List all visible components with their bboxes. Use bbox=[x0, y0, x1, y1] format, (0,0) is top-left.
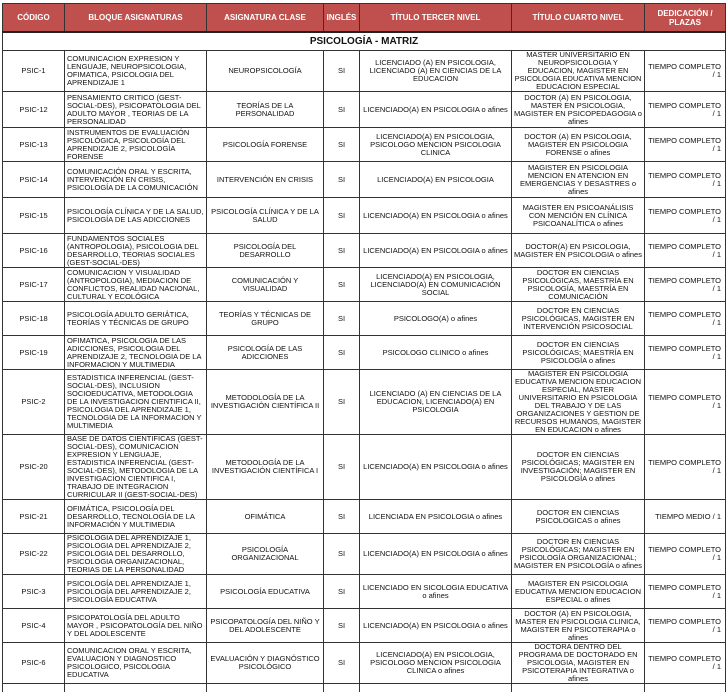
table-row bbox=[3, 435, 726, 500]
row-tercer: LICENCIADO(A) EN PSICOLOGIA o afines bbox=[360, 435, 512, 500]
row-clase: TEORÍAS Y TÉCNICAS DE GRUPO bbox=[207, 302, 324, 336]
row-ingles: SI bbox=[324, 302, 360, 336]
row-dedicacion: TIEMPO COMPLETO / 1 bbox=[645, 162, 726, 198]
row-tercer: LICENCIADO (A) EN PSICOLOGIA, LICENCIADO (A) EN CIENCIAS DE LA EDUCACION bbox=[360, 51, 512, 92]
header-codigo: CÓDIGO bbox=[3, 4, 65, 33]
row-dedicacion: TIEMPO COMPLETO / 1 bbox=[645, 302, 726, 336]
row-ingles: SI bbox=[324, 162, 360, 198]
row-dedicacion: TIEMPO COMPLETO / 1 bbox=[645, 609, 726, 643]
row-code: PSIC-19 bbox=[3, 336, 65, 370]
row-ingles: SI bbox=[324, 128, 360, 162]
row-ingles: SI bbox=[324, 198, 360, 234]
table-row bbox=[3, 643, 726, 684]
row-dedicacion: TIEMPO COMPLETO / 1 bbox=[645, 128, 726, 162]
row-clase: PSICOLOGÍA FORENSE bbox=[207, 128, 324, 162]
asignaturas-table bbox=[2, 3, 726, 692]
empty-cell bbox=[512, 684, 645, 692]
row-bloque: OFIMÁTICA, PSICOLOGÍA DEL DESARROLLO, TECNOLOGÍA DE LA INFORMACIÓN Y MULTIMEDIA bbox=[65, 500, 207, 534]
row-dedicacion: TIEMPO COMPLETO / 1 bbox=[645, 92, 726, 128]
row-ingles: SI bbox=[324, 92, 360, 128]
row-code: PSIC-17 bbox=[3, 268, 65, 302]
row-bloque: BASE DE DATOS CIENTIFICAS (GEST-SOCIAL-DES), COMUNICACION EXPRESION Y LENGUAJE, ESTADISTICA INFERENCIAL (GEST-SOCIAL-DES), METODOLOGIA DE LA INVESTIGACION CIENTIFICA I, TRABAJO DE INTEGRACION CURRICULAR II (GEST-SOCIAL-DES) bbox=[65, 435, 207, 500]
row-bloque: COMUNICACIÓN ORAL Y ESCRITA, INTERVENCIÓN EN CRISIS, PSICOLOGÍA DE LA COMUNICACIÓN bbox=[65, 162, 207, 198]
row-ingles: SI bbox=[324, 435, 360, 500]
row-clase: PSICOLOGÍA DE LAS ADICCIONES bbox=[207, 336, 324, 370]
row-cuarto: DOCTOR EN CIENCIAS PSICOLÓGICAS, MAGISTER EN INTERVENCIÓN PSICOSOCIAL bbox=[512, 302, 645, 336]
row-bloque: PSICOLOGÍA ADULTO GERIÁTICA, TEORÍAS Y TÉCNICAS DE GRUPO bbox=[65, 302, 207, 336]
row-clase: INTERVENCIÓN EN CRISIS bbox=[207, 162, 324, 198]
table-row bbox=[3, 128, 726, 162]
section-row bbox=[3, 32, 726, 51]
row-dedicacion: TIEMPO COMPLETO / 1 bbox=[645, 234, 726, 268]
row-clase: PSICOLOGÍA DEL DESARROLLO bbox=[207, 234, 324, 268]
row-clase: METODOLOGÍA DE LA INVESTIGACIÓN CIENTÍFICA II bbox=[207, 370, 324, 435]
row-tercer: LICENCIADO(A) EN PSICOLOGIA o afines bbox=[360, 534, 512, 575]
row-code: PSIC-20 bbox=[3, 435, 65, 500]
row-dedicacion: TIEMPO COMPLETO / 1 bbox=[645, 198, 726, 234]
row-ingles: SI bbox=[324, 534, 360, 575]
row-dedicacion: TIEMPO COMPLETO / 1 bbox=[645, 575, 726, 609]
row-clase: PSICOLOGÍA ORGANIZACIONAL bbox=[207, 534, 324, 575]
row-tercer: LICENCIADO(A) EN PSICOLOGIA o afines bbox=[360, 198, 512, 234]
row-ingles: SI bbox=[324, 575, 360, 609]
row-tercer: LICENCIADO(A) EN PSICOLOGIA o afines bbox=[360, 609, 512, 643]
header-bloque: BLOQUE ASIGNATURAS bbox=[65, 4, 207, 33]
row-code: PSIC-15 bbox=[3, 198, 65, 234]
row-bloque: COMUNICACION EXPRESION Y LENGUAJE, NEUROPSICOLOGIA, OFIMATICA, PSICOLOGIA DEL APRENDIZAJE 1 bbox=[65, 51, 207, 92]
row-code: PSIC-2 bbox=[3, 370, 65, 435]
row-ingles: SI bbox=[324, 500, 360, 534]
row-cuarto: DOCTOR(A) EN PSICOLOGIA, MAGISTER EN PSICOLOGIA o afines bbox=[512, 234, 645, 268]
row-clase: OFIMÁTICA bbox=[207, 500, 324, 534]
row-bloque: COMUNICACION Y VISUALIDAD (ANTROPOLOGIA), MEDIACION DE CONFLICTOS, REALIDAD NACIONAL, CULTURAL Y ECOLÓGICA bbox=[65, 268, 207, 302]
row-cuarto: DOCTOR EN CIENCIAS PSICOLÓGICAS, MAESTRÍA EN PSICOLOGÍA, MAESTRÍA EN COMUNICACIÓN bbox=[512, 268, 645, 302]
row-dedicacion: TIEMPO MEDIO / 1 bbox=[645, 500, 726, 534]
table-row bbox=[3, 302, 726, 336]
row-tercer: LICENCIADO(A) EN PSICOLOGIA, PSICOLOGO MENCION PSICOLOGIA CLINICA o afines bbox=[360, 643, 512, 684]
table-row bbox=[3, 234, 726, 268]
row-cuarto: DOCTOR EN CIENCIAS PSICOLOGICAS o afines bbox=[512, 500, 645, 534]
row-bloque: OFIMATICA, PSICOLOGIA DE LAS ADICCIONES, PSICOLOGIA DEL APRENDIZAJE 2, TECNOLOGIA DE LA INFORMACION Y MULTIMEDIA bbox=[65, 336, 207, 370]
header-tercer: TÍTULO TERCER NIVEL bbox=[360, 4, 512, 33]
row-cuarto: DOCTOR (A) EN PSICOLOGIA, MAGISTER EN PSICOLOGIA FORENSE o afines bbox=[512, 128, 645, 162]
row-code: PSIC-4 bbox=[3, 609, 65, 643]
row-dedicacion: TIEMPO COMPLETO / 1 bbox=[645, 268, 726, 302]
row-ingles: SI bbox=[324, 370, 360, 435]
row-code: PSIC-21 bbox=[3, 500, 65, 534]
table-row bbox=[3, 268, 726, 302]
row-dedicacion: TIEMPO COMPLETO / 1 bbox=[645, 51, 726, 92]
row-dedicacion: TIEMPO COMPLETO / 1 bbox=[645, 643, 726, 684]
row-bloque: FUNDAMENTOS SOCIALES (ANTROPOLOGIA), PSICOLOGIA DEL DESARROLLO, TEORIAS SOCIALES (GEST-SOCIAL-DES) bbox=[65, 234, 207, 268]
empty-cell bbox=[324, 684, 360, 692]
table-row-partial bbox=[3, 684, 726, 692]
row-clase: PSICOLOGÍA EDUCATIVA bbox=[207, 575, 324, 609]
row-bloque: ESTADISTICA INFERENCIAL (GEST-SOCIAL-DES), INCLUSION SOCIOEDUCATIVA, METODOLOGIA DE LA INVESTIGACION CIENTIFICA II, PSICOLOGIA DEL APRENDIZAJE 1, TECNOLOGIA DE LA INFORMACION Y MULTIMEDIA bbox=[65, 370, 207, 435]
header-ingles: INGLÉS bbox=[324, 4, 360, 33]
row-clase: EVALUACIÓN Y DIAGNÓSTICO PSICOLÓGICO bbox=[207, 643, 324, 684]
row-clase: METODOLOGÍA DE LA INVESTIGACIÓN CIENTÍFICA I bbox=[207, 435, 324, 500]
row-clase: PSICOPATOLOGÍA DEL NIÑO Y DEL ADOLESCENTE bbox=[207, 609, 324, 643]
row-tercer: LICENCIADO(A) EN PSICOLOGIA o afines bbox=[360, 92, 512, 128]
table-row bbox=[3, 336, 726, 370]
row-clase: PSICOLOGÍA CLÍNICA Y DE LA SALUD bbox=[207, 198, 324, 234]
row-code: PSIC-3 bbox=[3, 575, 65, 609]
table-row bbox=[3, 198, 726, 234]
header-cuarto: TÍTULO CUARTO NIVEL bbox=[512, 4, 645, 33]
row-cuarto: DOCTORA DENTRO DEL PROGRAMA DE DOCTORADO EN PSICOLOGIA, MAGISTER EN PSICOTERAPIA INTEGRATIVA o afines bbox=[512, 643, 645, 684]
empty-cell bbox=[645, 684, 726, 692]
row-cuarto: MAGISTER EN PSICOLOGIA MENCION EN ATENCION EN EMERGENCIAS Y DESASTRES o afines bbox=[512, 162, 645, 198]
row-ingles: SI bbox=[324, 609, 360, 643]
row-code: PSIC-12 bbox=[3, 92, 65, 128]
row-dedicacion: TIEMPO COMPLETO / 1 bbox=[645, 336, 726, 370]
table-row bbox=[3, 500, 726, 534]
section-title: PSICOLOGÍA - MATRIZ bbox=[3, 32, 726, 51]
row-ingles: SI bbox=[324, 643, 360, 684]
table-row bbox=[3, 534, 726, 575]
row-bloque: PSICOPATOLOGÍA DEL ADULTO MAYOR , PSICOPATOLOGÍA DEL NIÑO Y DEL ADOLESCENTE bbox=[65, 609, 207, 643]
row-cuarto: DOCTOR (A) EN PSICOLOGIA, MASTER EN PSICOLOGIA, MAGISTER EN PSICOPEDAGOGIA o afines bbox=[512, 92, 645, 128]
row-dedicacion: TIEMPO COMPLETO / 1 bbox=[645, 435, 726, 500]
table-row bbox=[3, 51, 726, 92]
row-code: PSIC-22 bbox=[3, 534, 65, 575]
row-bloque: PSICOLOGIA DEL APRENDIZAJE 1, PSICOLOGIA DEL APRENDIZAJE 2, PSICOLOGIA DEL DESARROLLO, PSICOLOGIA ORGANIZACIONAL, TEORIAS DE LA PERSONALIDAD bbox=[65, 534, 207, 575]
row-tercer: LICENCIADO(A) EN PSICOLOGIA, PSICOLOGO MENCION PSICOLOGIA CLINICA bbox=[360, 128, 512, 162]
row-cuarto: DOCTOR EN CIENCIAS PSICOLÓGICAS; MAGISTER EN INVESTIGACIÓN; MAGISTER EN PSICOLOGÍA o afines bbox=[512, 435, 645, 500]
empty-cell bbox=[207, 684, 324, 692]
row-code: PSIC-14 bbox=[3, 162, 65, 198]
row-tercer: LICENCIADO EN SICOLOGIA EDUCATIVA o afines bbox=[360, 575, 512, 609]
empty-cell bbox=[3, 684, 65, 692]
row-dedicacion: TIEMPO COMPLETO / 1 bbox=[645, 370, 726, 435]
row-ingles: SI bbox=[324, 51, 360, 92]
row-code: PSIC-6 bbox=[3, 643, 65, 684]
row-cuarto: DOCTOR EN CIENCIAS PSICOLÓGICAS; MAGISTER EN PSICOLOGÍA ORGANIZACIONAL; MAGISTER EN PSICOLOGÍA o afines bbox=[512, 534, 645, 575]
row-bloque: PSICOLOGÍA DEL APRENDIZAJE 1, PSICOLOGÍA DEL APRENDIZAJE 2, PSICOLOGÍA EDUCATIVA bbox=[65, 575, 207, 609]
row-cuarto: MASTER UNIVERSITARIO EN NEUROPSICOLOGIA Y EDUCACION, MAGISTER EN PSICOLOGIA EDUCATIVA MENCION EDUCACION ESPECIAL bbox=[512, 51, 645, 92]
table-row bbox=[3, 609, 726, 643]
row-tercer: LICENCIADO(A) EN PSICOLOGIA, LICENCIADO(A) EN COMUNICACIÓN SOCIAL bbox=[360, 268, 512, 302]
header-clase: ASIGNATURA CLASE bbox=[207, 4, 324, 33]
row-cuarto: MAGISTER EN PSICOLOGIA EDUCATIVA MENCION EDUCACION ESPECIAL, MASTER UNIVERSITARIO EN PSICOLOGIA DEL TRABAJO Y DE LAS ORGANIZACIONES Y GESTION DE RECURSOS HUMANOS, MAGISTER EN EDUCACION o afines bbox=[512, 370, 645, 435]
table-row bbox=[3, 162, 726, 198]
row-ingles: SI bbox=[324, 336, 360, 370]
row-tercer: LICENCIADO (A) EN CIENCIAS DE LA EDUCACION, LICENCIADO(A) EN PSICOLOGIA bbox=[360, 370, 512, 435]
row-code: PSIC-13 bbox=[3, 128, 65, 162]
row-clase: COMUNICACIÓN Y VISUALIDAD bbox=[207, 268, 324, 302]
row-cuarto: MAGISTER EN PSICOANÁLISIS CON MENCIÓN EN CLÍNICA PSICOANALÍTICA o afines bbox=[512, 198, 645, 234]
row-tercer: LICENCIADO(A) EN PSICOLOGIA o afines bbox=[360, 234, 512, 268]
row-cuarto: MAGISTER EN PSICOLOGIA EDUCATIVA MENCION EDUCACION ESPECIAL o afines bbox=[512, 575, 645, 609]
row-ingles: SI bbox=[324, 234, 360, 268]
row-code: PSIC-16 bbox=[3, 234, 65, 268]
row-code: PSIC-1 bbox=[3, 51, 65, 92]
table-row bbox=[3, 370, 726, 435]
header-dedicacion: DEDICACIÓN / PLAZAS bbox=[645, 4, 726, 33]
header-row bbox=[3, 4, 726, 33]
row-bloque: INSTRUMENTOS DE EVALUACIÓN PSICOLÓGICA, PSICOLOGÍA DEL APRENDIZAJE 2, PSICOLOGÍA FORENSE bbox=[65, 128, 207, 162]
row-code: PSIC-18 bbox=[3, 302, 65, 336]
empty-cell bbox=[65, 684, 207, 692]
row-bloque: PENSAMIENTO CRITICO (GEST-SOCIAL-DES), PSICOPATOLOGIA DEL ADULTO MAYOR , TEORIAS DE LA PERSONALIDAD bbox=[65, 92, 207, 128]
row-bloque: PSICOLOGÍA CLÍNICA Y DE LA SALUD, PSICOLOGÍA DE LAS ADICCIONES bbox=[65, 198, 207, 234]
empty-cell bbox=[360, 684, 512, 692]
row-dedicacion: TIEMPO COMPLETO / 1 bbox=[645, 534, 726, 575]
row-tercer: LICENCIADO(A) EN PSICOLOGIA bbox=[360, 162, 512, 198]
row-tercer: PSICOLOGO(A) o afines bbox=[360, 302, 512, 336]
table-row bbox=[3, 92, 726, 128]
row-tercer: LICENCIADA EN PSICOLOGIA o afines bbox=[360, 500, 512, 534]
row-ingles: SI bbox=[324, 268, 360, 302]
row-clase: NEUROPSICOLOGÍA bbox=[207, 51, 324, 92]
row-tercer: PSICOLOGO CLINICO o afines bbox=[360, 336, 512, 370]
table-row bbox=[3, 575, 726, 609]
row-cuarto: DOCTOR EN CIENCIAS PSICOLÓGICAS; MAESTRÍA EN PSICOLOGÍA o afines bbox=[512, 336, 645, 370]
row-bloque: COMUNICACION ORAL Y ESCRITA, EVALUACION Y DIAGNOSTICO PSICOLOGICO, PSICOLOGIA EDUCATIVA bbox=[65, 643, 207, 684]
row-cuarto: DOCTOR (A) EN PSICOLOGIA, MASTER EN PSICOLOGIA CLINICA, MAGISTER EN PSICOTERAPIA o afines bbox=[512, 609, 645, 643]
row-clase: TEORÍAS DE LA PERSONALIDAD bbox=[207, 92, 324, 128]
